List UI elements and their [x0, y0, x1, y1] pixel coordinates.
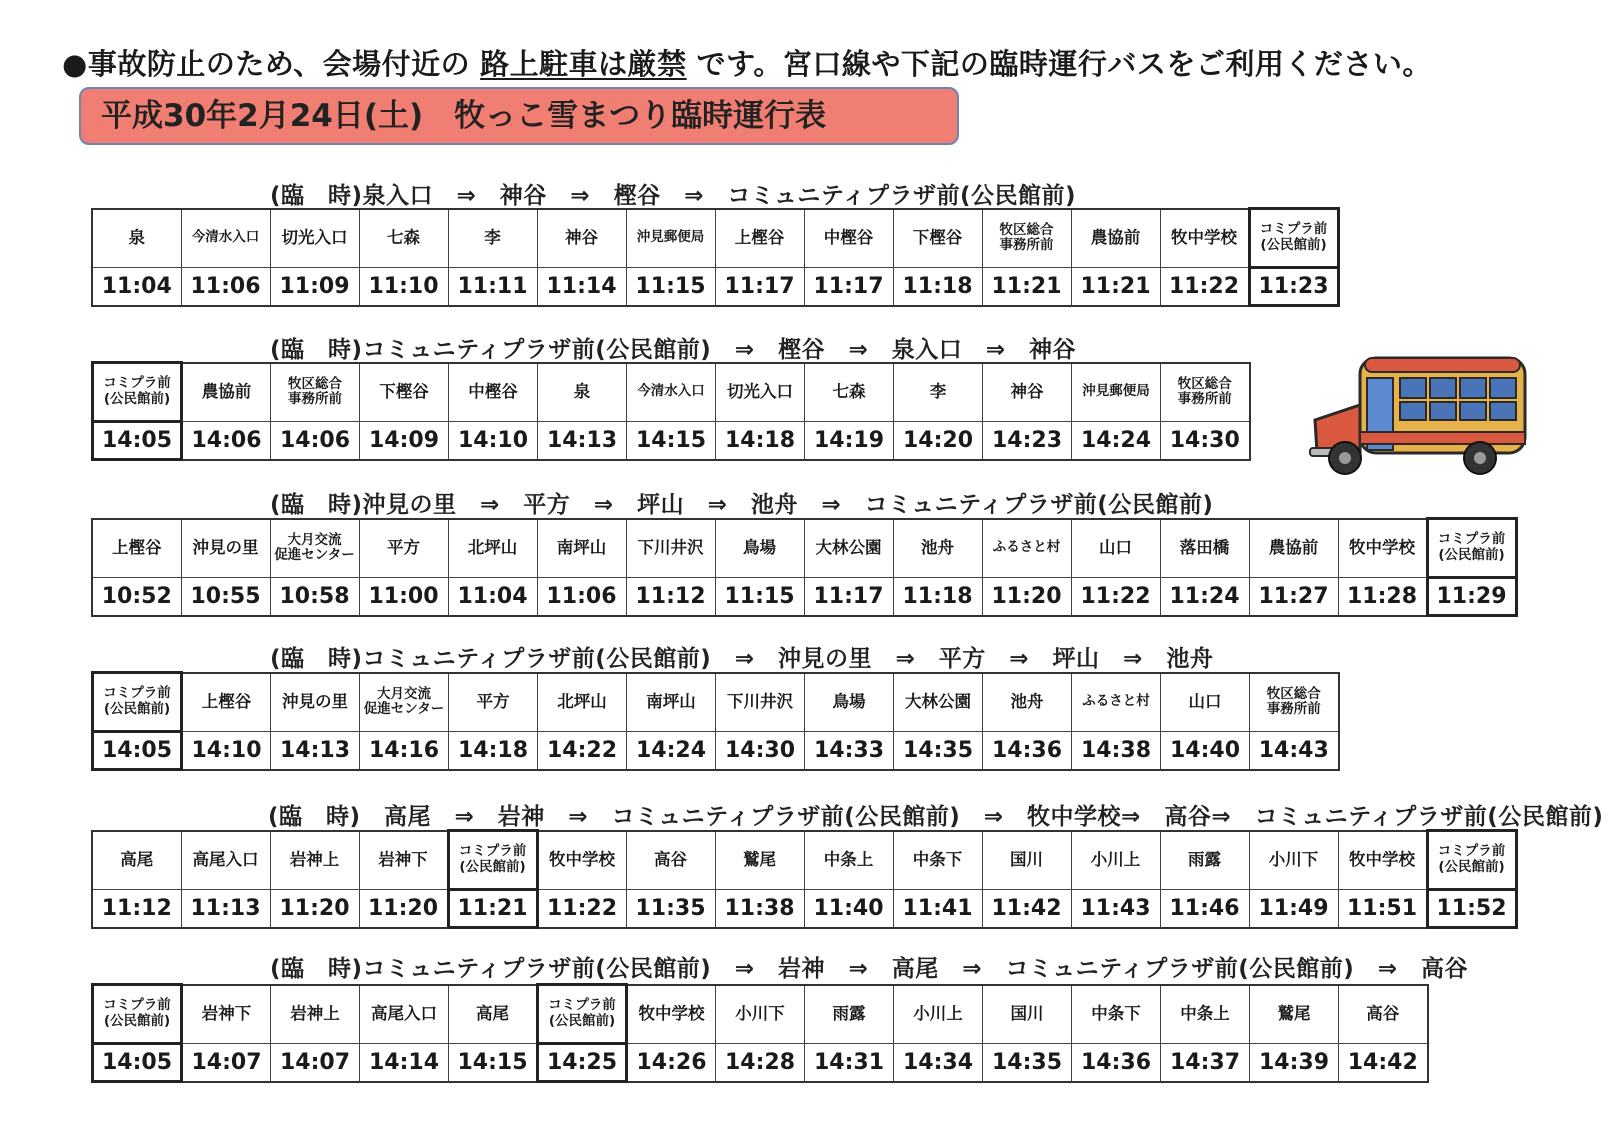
stop-name: 国川 — [982, 831, 1071, 890]
stop-name: 七森 — [805, 363, 894, 422]
departure-time: 14:13 — [271, 732, 360, 770]
departure-time: 14:15 — [449, 1044, 538, 1082]
departure-time: 14:14 — [360, 1044, 449, 1082]
timetable — [91, 361, 1251, 461]
stop-name: 山口 — [1071, 519, 1160, 578]
stop-name: 大月交流 促進センター — [270, 519, 359, 578]
departure-time: 11:12 — [92, 890, 181, 928]
stop-name: 下川井沢 — [716, 673, 805, 732]
departure-time: 14:30 — [1161, 422, 1250, 460]
departure-time: 14:05 — [93, 1044, 182, 1082]
stop-name: 大月交流 促進センター — [360, 673, 449, 732]
stop-name: 平方 — [449, 673, 538, 732]
stop-name: コミプラ前 (公民館前) — [448, 831, 537, 890]
stop-name: コミプラ前 (公民館前) — [93, 673, 182, 732]
departure-time: 14:23 — [983, 422, 1072, 460]
stop-name: 北坪山 — [538, 673, 627, 732]
stop-name: 泉 — [538, 363, 627, 422]
departure-time: 11:28 — [1338, 578, 1427, 616]
stop-name: 国川 — [983, 985, 1072, 1044]
stop-name: 南坪山 — [537, 519, 626, 578]
stop-name: 下川井沢 — [626, 519, 715, 578]
stop-name: 山口 — [1161, 673, 1250, 732]
stop-name: ふるさと村 — [982, 519, 1071, 578]
stop-name: 高尾 — [449, 985, 538, 1044]
departure-time: 11:51 — [1338, 890, 1427, 928]
stop-row — [93, 363, 1250, 422]
stop-name: 大林公園 — [804, 519, 893, 578]
departure-time: 14:33 — [805, 732, 894, 770]
departure-time: 11:22 — [1160, 268, 1249, 306]
route-label: (臨 時)コミュニティプラザ前(公民館前) ⇒ 岩神 ⇒ 高尾 ⇒ コミュニティプラザ前(公民館前) ⇒ 高谷 — [270, 956, 1469, 982]
stop-name: 高尾入口 — [181, 831, 270, 890]
departure-time: 14:16 — [360, 732, 449, 770]
departure-time: 11:20 — [982, 578, 1071, 616]
departure-time: 14:05 — [93, 732, 182, 770]
time-row — [92, 268, 1338, 306]
stop-name: 神谷 — [983, 363, 1072, 422]
departure-time: 11:35 — [626, 890, 715, 928]
stop-name: 中条上 — [804, 831, 893, 890]
stop-name: 牧区総合 事務所前 — [1250, 673, 1339, 732]
departure-time: 14:25 — [538, 1044, 627, 1082]
departure-time: 14:10 — [182, 732, 271, 770]
departure-time: 14:05 — [93, 422, 182, 460]
stop-name: 今清水入口 — [627, 363, 716, 422]
stop-name: 上樫谷 — [715, 209, 804, 268]
departure-time: 11:11 — [448, 268, 537, 306]
stop-name: コミプラ前 (公民館前) — [1427, 519, 1516, 578]
stop-name: 岩神上 — [271, 985, 360, 1044]
stop-name: 牧区総合 事務所前 — [1161, 363, 1250, 422]
departure-time: 11:21 — [1071, 268, 1160, 306]
departure-time: 11:52 — [1427, 890, 1516, 928]
stop-name: 高尾 — [92, 831, 181, 890]
departure-time: 14:20 — [894, 422, 983, 460]
stop-name: 沖見の里 — [181, 519, 270, 578]
stop-name: 牧中学校 — [1338, 831, 1427, 890]
route-label: (臨 時) 高尾 ⇒ 岩神 ⇒ コミュニティプラザ前(公民館前) ⇒ 牧中学校⇒ 高谷⇒ コミュニティプラザ前(公民館前) — [268, 804, 1604, 830]
departure-time: 11:14 — [537, 268, 626, 306]
departure-time: 14:36 — [1072, 1044, 1161, 1082]
stop-name: 農協前 — [182, 363, 271, 422]
departure-time: 11:12 — [626, 578, 715, 616]
departure-time: 14:30 — [716, 732, 805, 770]
departure-time: 11:20 — [270, 890, 359, 928]
departure-time: 14:24 — [627, 732, 716, 770]
notice-text — [62, 42, 1432, 83]
stop-name: 小川下 — [716, 985, 805, 1044]
departure-time: 11:09 — [270, 268, 359, 306]
timetable — [91, 671, 1340, 771]
stop-name: 切光入口 — [716, 363, 805, 422]
stop-name: 中条下 — [1072, 985, 1161, 1044]
notice-bullet: ● — [62, 47, 88, 81]
stop-name: 沖見郵便局 — [1072, 363, 1161, 422]
departure-time: 10:52 — [92, 578, 181, 616]
departure-time: 14:34 — [894, 1044, 983, 1082]
departure-time: 14:37 — [1161, 1044, 1250, 1082]
departure-time: 14:43 — [1250, 732, 1339, 770]
stop-row — [93, 985, 1428, 1044]
notice-post: です。宮口線や下記の臨時運行バスをご利用ください。 — [696, 47, 1432, 81]
stop-name: 下樫谷 — [893, 209, 982, 268]
departure-time: 14:36 — [983, 732, 1072, 770]
departure-time: 11:04 — [448, 578, 537, 616]
departure-time: 11:10 — [359, 268, 448, 306]
departure-time: 11:20 — [359, 890, 448, 928]
departure-time: 11:15 — [715, 578, 804, 616]
stop-name: コミプラ前 (公民館前) — [93, 985, 182, 1044]
stop-row — [93, 673, 1339, 732]
stop-name: 泉 — [92, 209, 181, 268]
stop-name: 小川上 — [894, 985, 983, 1044]
departure-time: 11:15 — [626, 268, 715, 306]
departure-time: 14:07 — [182, 1044, 271, 1082]
departure-time: 11:23 — [1249, 268, 1338, 306]
stop-name: コミプラ前 (公民館前) — [538, 985, 627, 1044]
stop-name: 落田橋 — [1160, 519, 1249, 578]
departure-time: 14:13 — [538, 422, 627, 460]
departure-time: 14:06 — [271, 422, 360, 460]
departure-time: 14:31 — [805, 1044, 894, 1082]
stop-name: 牧中学校 — [1160, 209, 1249, 268]
stop-name: 沖見の里 — [271, 673, 360, 732]
time-row — [93, 1044, 1428, 1082]
route-label: (臨 時)コミュニティプラザ前(公民館前) ⇒ 樫谷 ⇒ 泉入口 ⇒ 神谷 — [270, 337, 1077, 363]
departure-time: 10:55 — [181, 578, 270, 616]
departure-time: 11:41 — [893, 890, 982, 928]
time-row — [93, 732, 1339, 770]
stop-name: 岩神下 — [182, 985, 271, 1044]
departure-time: 11:17 — [804, 578, 893, 616]
timetable — [91, 207, 1340, 307]
stop-name: 牧中学校 — [627, 985, 716, 1044]
stop-name: 切光入口 — [270, 209, 359, 268]
stop-name: 牧中学校 — [1338, 519, 1427, 578]
stop-name: 鷲尾 — [1250, 985, 1339, 1044]
stop-name: 下樫谷 — [360, 363, 449, 422]
departure-time: 11:13 — [181, 890, 270, 928]
stop-name: 李 — [448, 209, 537, 268]
stop-name: 鷲尾 — [715, 831, 804, 890]
stop-name: 今清水入口 — [181, 209, 270, 268]
departure-time: 11:17 — [715, 268, 804, 306]
departure-time: 14:22 — [538, 732, 627, 770]
departure-time: 11:06 — [537, 578, 626, 616]
route-label: (臨 時)沖見の里 ⇒ 平方 ⇒ 坪山 ⇒ 池舟 ⇒ コミュニティプラザ前(公民館前) — [270, 492, 1214, 518]
route-label: (臨 時)コミュニティプラザ前(公民館前) ⇒ 沖見の里 ⇒ 平方 ⇒ 坪山 ⇒ 池舟 — [270, 646, 1214, 672]
departure-time: 11:21 — [982, 268, 1071, 306]
departure-time: 11:22 — [537, 890, 626, 928]
stop-name: 農協前 — [1249, 519, 1338, 578]
departure-time: 11:42 — [982, 890, 1071, 928]
departure-time: 11:17 — [804, 268, 893, 306]
notice-emphasis: 路上駐車は厳禁 — [480, 47, 687, 81]
departure-time: 14:38 — [1072, 732, 1161, 770]
time-row — [93, 422, 1250, 460]
stop-name: 牧区総合 事務所前 — [271, 363, 360, 422]
departure-time: 14:28 — [716, 1044, 805, 1082]
departure-time: 14:40 — [1161, 732, 1250, 770]
stop-name: 雨露 — [1160, 831, 1249, 890]
departure-time: 11:24 — [1160, 578, 1249, 616]
stop-name: コミプラ前 (公民館前) — [1249, 209, 1338, 268]
departure-time: 11:22 — [1071, 578, 1160, 616]
bus-illustration — [1305, 350, 1535, 480]
departure-time: 14:19 — [805, 422, 894, 460]
stop-name: 上樫谷 — [182, 673, 271, 732]
stop-name: 中樫谷 — [449, 363, 538, 422]
stop-name: 高谷 — [626, 831, 715, 890]
stop-name: 雨露 — [805, 985, 894, 1044]
stop-name: 大林公園 — [894, 673, 983, 732]
timetable — [91, 829, 1518, 929]
stop-name: 平方 — [359, 519, 448, 578]
departure-time: 11:21 — [448, 890, 537, 928]
departure-time: 14:09 — [360, 422, 449, 460]
departure-time: 14:07 — [271, 1044, 360, 1082]
stop-row — [92, 831, 1516, 890]
departure-time: 10:58 — [270, 578, 359, 616]
stop-name: 牧中学校 — [537, 831, 626, 890]
departure-time: 14:18 — [449, 732, 538, 770]
departure-time: 11:38 — [715, 890, 804, 928]
stop-name: 高谷 — [1339, 985, 1428, 1044]
stop-name: 李 — [894, 363, 983, 422]
stop-name: 農協前 — [1071, 209, 1160, 268]
departure-time: 14:35 — [894, 732, 983, 770]
stop-name: 南坪山 — [627, 673, 716, 732]
departure-time: 11:43 — [1071, 890, 1160, 928]
departure-time: 11:06 — [181, 268, 270, 306]
stop-name: ふるさと村 — [1072, 673, 1161, 732]
stop-row — [92, 209, 1338, 268]
departure-time: 11:18 — [893, 578, 982, 616]
stop-name: 北坪山 — [448, 519, 537, 578]
stop-name: 神谷 — [537, 209, 626, 268]
page-title: 平成30年2月24日(土) 牧っこ雪まつり臨時運行表 — [79, 87, 959, 145]
departure-time: 14:39 — [1250, 1044, 1339, 1082]
departure-time: 14:18 — [716, 422, 805, 460]
departure-time: 14:06 — [182, 422, 271, 460]
departure-time: 11:40 — [804, 890, 893, 928]
departure-time: 11:27 — [1249, 578, 1338, 616]
timetable — [91, 517, 1518, 617]
stop-name: 鳥場 — [715, 519, 804, 578]
departure-time: 11:00 — [359, 578, 448, 616]
stop-name: 中樫谷 — [804, 209, 893, 268]
stop-name: 中条上 — [1161, 985, 1250, 1044]
departure-time: 14:26 — [627, 1044, 716, 1082]
stop-name: 鳥場 — [805, 673, 894, 732]
time-row — [92, 890, 1516, 928]
time-row — [92, 578, 1516, 616]
departure-time: 14:10 — [449, 422, 538, 460]
stop-name: 岩神下 — [359, 831, 448, 890]
stop-name: 牧区総合 事務所前 — [982, 209, 1071, 268]
stop-name: コミプラ前 (公民館前) — [93, 363, 182, 422]
stop-name: コミプラ前 (公民館前) — [1427, 831, 1516, 890]
stop-name: 池舟 — [983, 673, 1072, 732]
departure-time: 14:35 — [983, 1044, 1072, 1082]
stop-name: 岩神上 — [270, 831, 359, 890]
departure-time: 11:49 — [1249, 890, 1338, 928]
departure-time: 11:46 — [1160, 890, 1249, 928]
notice-pre: 事故防止のため、会場付近の — [87, 47, 471, 81]
departure-time: 11:29 — [1427, 578, 1516, 616]
departure-time: 14:15 — [627, 422, 716, 460]
stop-name: 中条下 — [893, 831, 982, 890]
departure-time: 11:18 — [893, 268, 982, 306]
departure-time: 14:42 — [1339, 1044, 1428, 1082]
stop-name: 小川下 — [1249, 831, 1338, 890]
stop-name: 高尾入口 — [360, 985, 449, 1044]
stop-name: 七森 — [359, 209, 448, 268]
departure-time: 14:24 — [1072, 422, 1161, 460]
stop-row — [92, 519, 1516, 578]
departure-time: 11:04 — [92, 268, 181, 306]
stop-name: 池舟 — [893, 519, 982, 578]
timetable — [91, 983, 1429, 1083]
stop-name: 上樫谷 — [92, 519, 181, 578]
stop-name: 沖見郵便局 — [626, 209, 715, 268]
route-label: (臨 時)泉入口 ⇒ 神谷 ⇒ 樫谷 ⇒ コミュニティプラザ前(公民館前) — [270, 183, 1077, 209]
stop-name: 小川上 — [1071, 831, 1160, 890]
